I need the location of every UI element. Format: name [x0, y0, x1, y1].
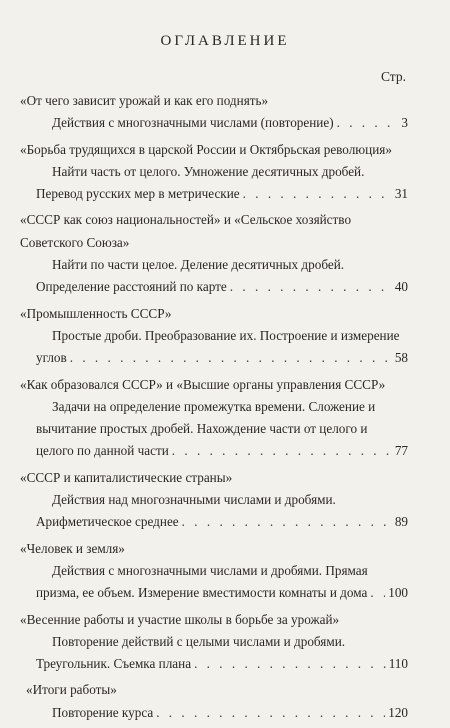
dot-leader: [172, 440, 392, 462]
toc-entry: [0, 374, 450, 463]
table-of-contents: [0, 90, 450, 728]
toc-entry-page-number: 3: [401, 115, 408, 131]
toc-entry: [0, 90, 450, 135]
toc-entry-heading: «Как образовался СССР» и «Высшие органы управления СССР»: [20, 376, 386, 392]
dot-leader: [182, 511, 392, 533]
dot-leader: [230, 276, 392, 298]
toc-entry-page-number: 77: [394, 443, 408, 459]
toc-entry-text: углов: [36, 350, 67, 366]
toc-entry: [0, 679, 450, 724]
dot-leader: [370, 582, 385, 604]
toc-entry-page-number: 120: [388, 704, 408, 720]
page-column-label: Стр.: [380, 69, 406, 84]
toc-entry-page-number: 100: [388, 585, 408, 601]
toc-entry-heading: «Борьба трудящихся в царской России и Октябрьская революция»: [20, 141, 392, 157]
toc-entry-leader-line: [0, 511, 450, 533]
toc-entry-leader-line: [0, 702, 450, 724]
toc-entry-page-number: 110: [388, 656, 408, 672]
toc-entry-page-number: 40: [394, 279, 408, 295]
dot-leader: [70, 347, 392, 369]
toc-entry: [0, 303, 450, 370]
toc-entry-heading: «От чего зависит урожай и как его поднять»: [20, 93, 269, 108]
toc-entry-text: целого по данной части: [36, 443, 169, 459]
page-title: ОГЛАВЛЕНИЕ: [160, 33, 290, 49]
toc-entry-leader-line: [0, 347, 450, 369]
toc-entry-text: Простые дроби. Преобразование их. Построение и измерение: [52, 327, 400, 343]
toc-entry-text: вычитание простых дробей. Нахождение части от целого и: [36, 421, 368, 437]
dot-leader: [156, 702, 385, 724]
toc-entry-text: Действия над многозначными числами и дробями.: [52, 492, 336, 508]
toc-entry-text: Перевод русских мер в метрические: [36, 186, 240, 202]
toc-entry: [0, 467, 450, 534]
toc-entry-text: Повторение курса: [52, 704, 154, 720]
toc-entry-text: призма, ее объем. Измерение вместимости комнаты и дома: [36, 585, 368, 601]
toc-entry-text: Задачи на определение промежутка времени. Сложение и: [52, 398, 376, 414]
toc-entry-text: Найти по части целое. Деление десятичных дробей.: [52, 257, 345, 273]
toc-entry-heading: «Итоги работы»: [26, 682, 117, 698]
toc-entry-page-number: 89: [394, 514, 408, 530]
toc-entry: [0, 538, 450, 605]
toc-entry: [0, 139, 450, 206]
toc-entry-text: Найти часть от целого. Умножение десятичных дробей.: [52, 163, 365, 179]
toc-entry-leader-line: [0, 183, 450, 205]
toc-entry-text: Треугольник. Съемка плана: [36, 656, 192, 672]
toc-entry-leader-line: [0, 276, 450, 298]
toc-entry-text: Повторение действий с целыми числами и дробями.: [52, 633, 346, 649]
toc-entry-heading: Советского Союза»: [20, 234, 130, 250]
toc-entry-leader-line: [0, 440, 450, 462]
toc-entry-heading: «Человек и земля»: [20, 540, 125, 556]
toc-entry-text: Определение расстояний по карте: [36, 279, 227, 295]
toc-entry-leader-line: [0, 653, 450, 675]
toc-entry: [0, 609, 450, 676]
dot-leader: [337, 112, 395, 134]
dot-leader: [194, 653, 386, 675]
dot-leader: [243, 183, 392, 205]
toc-entry-text: Действия с многозначными числами (повторение): [52, 115, 334, 131]
toc-entry-heading: «Весенние работы и участие школы в борьбе за урожай»: [20, 611, 340, 627]
toc-entry-heading: «Промышленность СССР»: [20, 305, 172, 321]
toc-entry-heading: «СССР как союз национальностей» и «Сельское хозяйство: [20, 212, 352, 228]
toc-entry-page-number: 58: [394, 350, 408, 366]
toc-entry: [0, 209, 450, 298]
toc-entry-leader-line: [0, 582, 450, 604]
toc-entry-heading: «СССР и капиталистические страны»: [20, 469, 233, 485]
toc-entry-leader-line: [0, 112, 450, 134]
toc-entry-text: Действия с многозначными числами и дробями. Прямая: [52, 562, 368, 578]
toc-entry-page-number: 31: [394, 186, 408, 202]
toc-entry-text: Арифметическое среднее: [36, 514, 179, 530]
